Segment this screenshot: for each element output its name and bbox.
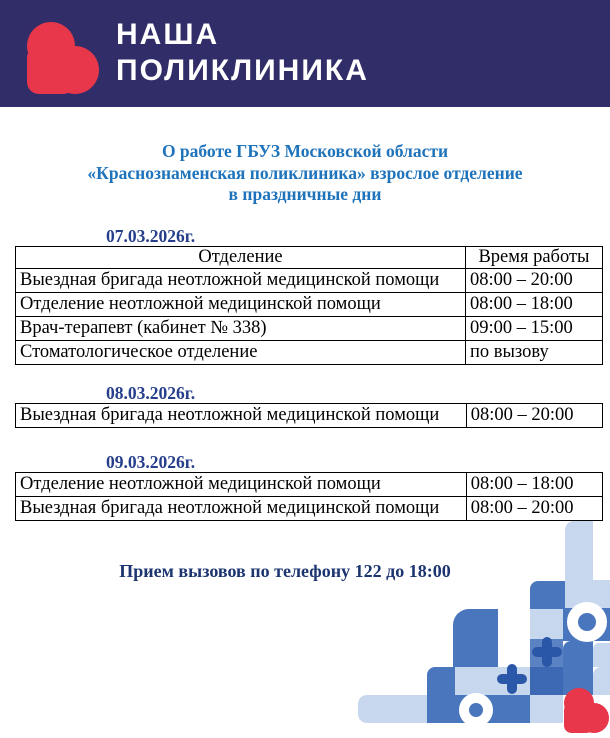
brand-name xyxy=(116,17,369,89)
title-line-2: «Краснознаменская поликлиника» взрослое отделение xyxy=(87,162,523,183)
notice-title xyxy=(0,141,610,206)
hours-cell: 08:00 – 20:00 xyxy=(466,497,602,521)
hours-cell: 08:00 – 20:00 xyxy=(465,269,602,293)
hours-cell: 08:00 – 18:00 xyxy=(466,473,602,497)
decorative-mosaic xyxy=(352,517,610,738)
schedule-date-1: 07.03.2026г. xyxy=(106,226,196,246)
pattern-square xyxy=(358,695,427,723)
hours-cell: 08:00 – 18:00 xyxy=(465,293,602,317)
phone-note: Прием вызовов по телефону 122 до 18:00 xyxy=(119,561,451,581)
table-body xyxy=(16,404,603,428)
brand-line-1: НАША xyxy=(116,18,220,51)
title-line-1: О работе ГБУЗ Московской области xyxy=(161,141,449,161)
pattern-square xyxy=(565,521,593,609)
table-header-row xyxy=(16,247,603,269)
donut-ring-icon xyxy=(459,693,493,727)
schedule-table-3 xyxy=(15,472,603,521)
hours-cell: 09:00 – 15:00 xyxy=(465,317,602,341)
pattern-square xyxy=(453,609,498,667)
pattern-square xyxy=(593,643,610,667)
medical-cross-icon xyxy=(495,662,529,696)
medical-cross-icon xyxy=(530,635,564,669)
department-cell: Врач-терапевт (кабинет № 338) xyxy=(16,317,466,341)
pattern-square xyxy=(455,667,498,695)
donut-ring-icon xyxy=(565,600,609,644)
table-row xyxy=(16,293,603,317)
table-body xyxy=(16,269,603,365)
header-band xyxy=(0,0,610,107)
schedule-date-3: 09.03.2026г. xyxy=(106,452,196,472)
pattern-square xyxy=(563,641,593,667)
department-cell: Стоматологическое отделение xyxy=(16,341,466,365)
pattern-square xyxy=(530,581,565,609)
hours-cell: по вызову xyxy=(465,341,602,365)
pattern-square xyxy=(427,695,455,723)
schedule-date-2: 08.03.2026г. xyxy=(106,383,196,403)
department-column-header: Отделение xyxy=(16,247,466,269)
department-cell: Отделение неотложной медицинской помощи xyxy=(16,473,467,497)
heart-icon xyxy=(564,688,609,733)
table-row xyxy=(16,317,603,341)
department-cell: Отделение неотложной медицинской помощи xyxy=(16,293,466,317)
brand-line-2: ПОЛИКЛИНИКА xyxy=(116,54,369,87)
hours-cell: 08:00 – 20:00 xyxy=(466,404,602,428)
department-cell: Выездная бригада неотложной медицинской помощи xyxy=(16,269,466,293)
table-row xyxy=(16,473,603,497)
hours-column-header: Время работы xyxy=(465,247,602,269)
table-header xyxy=(16,247,603,269)
department-cell: Выездная бригада неотложной медицинской помощи xyxy=(16,497,467,521)
schedule-table-2 xyxy=(15,403,603,428)
pattern-square xyxy=(498,695,530,723)
schedule-table-1 xyxy=(15,246,603,365)
table-row xyxy=(16,341,603,365)
title-line-3: в праздничные дни xyxy=(228,184,382,204)
department-cell: Выездная бригада неотложной медицинской помощи xyxy=(16,404,467,428)
heart-icon xyxy=(27,22,99,94)
table-body xyxy=(16,473,603,521)
pattern-square xyxy=(530,667,563,695)
table-row xyxy=(16,404,603,428)
pattern-square xyxy=(427,667,455,695)
table-row xyxy=(16,269,603,293)
pattern-square xyxy=(530,695,563,723)
